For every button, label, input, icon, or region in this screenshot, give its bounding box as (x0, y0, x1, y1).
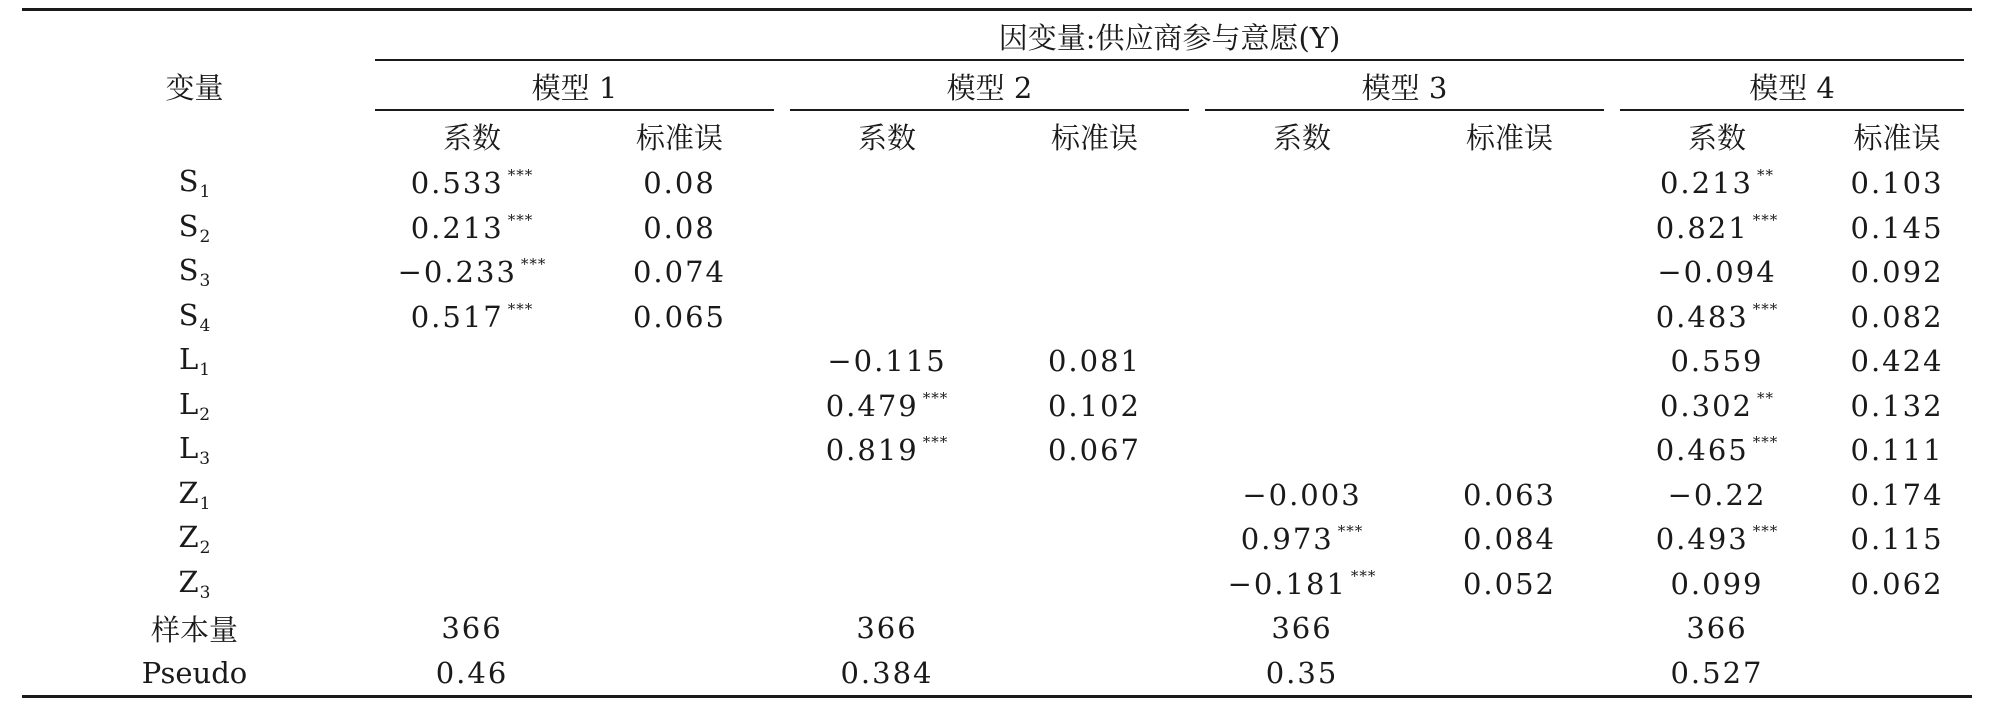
cell-value: 0.074 (632, 255, 727, 290)
variable-letter: S (178, 253, 199, 288)
std-error-cell (992, 206, 1197, 251)
std-error-cell (577, 517, 782, 562)
significance-stars: *** (1752, 522, 1779, 541)
coefficient-cell (1197, 250, 1407, 295)
std-error-cell (1822, 339, 1972, 384)
std-error-cell (1822, 384, 1972, 429)
coefficient-cell (1197, 384, 1407, 429)
std-error-cell (1822, 206, 1972, 251)
cell-value: −0.22 (1667, 477, 1767, 512)
std-error-cell (992, 250, 1197, 295)
std-error-cell (577, 562, 782, 607)
variable-subscript: 1 (199, 493, 211, 514)
std-error-cell (577, 428, 782, 473)
cell-value: 0.559 (1670, 344, 1764, 379)
table-row (22, 206, 1972, 251)
empty-cell (1822, 606, 1972, 651)
se-header-model-2: 标准误 (1050, 120, 1138, 155)
table-row (22, 339, 1972, 384)
coefficient-cell (1197, 562, 1407, 607)
std-error-cell (577, 295, 782, 340)
cell-value: 0.479 (825, 388, 919, 423)
variable-subscript: 3 (199, 271, 211, 292)
std-error-cell (1822, 428, 1972, 473)
std-error-cell (1822, 517, 1972, 562)
std-error-cell (992, 384, 1197, 429)
cell-value: 0.099 (1670, 566, 1764, 601)
coefficient-cell (1197, 161, 1407, 206)
coefficient-cell (367, 384, 577, 429)
summary-value-model-3 (1197, 606, 1407, 651)
variable-letter: L (178, 342, 199, 377)
cell-value: 366 (856, 611, 918, 646)
empty-cell (577, 651, 782, 697)
coefficient-cell (782, 473, 992, 518)
coefficient-cell (1612, 295, 1822, 340)
coefficient-cell (1612, 473, 1822, 518)
cell-value: 0.819 (825, 433, 919, 468)
variable-name-cell (22, 295, 367, 340)
coefficient-cell (367, 161, 577, 206)
coefficient-cell (1612, 339, 1822, 384)
std-error-cell (577, 161, 782, 206)
cell-value: 0.082 (1850, 299, 1944, 334)
coefficient-cell (367, 428, 577, 473)
coefficient-cell (782, 295, 992, 340)
coef-header-model-2: 系数 (857, 120, 916, 155)
coefficient-cell (367, 339, 577, 384)
cell-value: 0.111 (1850, 433, 1944, 468)
coefficient-cell (782, 206, 992, 251)
cell-value: 0.103 (1850, 166, 1944, 201)
empty-cell (992, 651, 1197, 697)
cell-value: 0.145 (1850, 210, 1944, 245)
std-error-cell (992, 428, 1197, 473)
coefficient-cell (1197, 517, 1407, 562)
coefficient-cell (1612, 384, 1822, 429)
std-error-cell (577, 473, 782, 518)
cell-value: −0.181 (1227, 566, 1347, 601)
se-header-model-1: 标准误 (635, 120, 723, 155)
variable-subscript: 2 (199, 404, 211, 425)
regression-table-container (22, 8, 1972, 698)
dependent-variable-header: 因变量:供应商参与意愿(Y) (367, 10, 1972, 62)
cell-value: 0.213 (1659, 166, 1754, 201)
std-error-cell (992, 517, 1197, 562)
cell-value: −0.115 (827, 344, 947, 379)
std-error-cell (1407, 517, 1612, 562)
coefficient-cell (1612, 517, 1822, 562)
cell-value: 366 (441, 611, 503, 646)
significance-stars: *** (1337, 522, 1364, 541)
cell-value: −0.094 (1657, 255, 1777, 290)
cell-value: 0.483 (1655, 299, 1749, 334)
coefficient-cell (367, 517, 577, 562)
empty-cell (1407, 651, 1612, 697)
cell-value: 0.062 (1850, 566, 1944, 601)
cell-value: 0.465 (1655, 433, 1749, 468)
se-header-model-4: 标准误 (1853, 120, 1941, 155)
coefficient-cell (1197, 295, 1407, 340)
significance-stars: *** (507, 210, 534, 229)
cell-value: 366 (1686, 611, 1748, 646)
variable-header: 变量 (22, 10, 367, 162)
cell-value: 366 (1271, 611, 1333, 646)
cell-value: 0.533 (410, 166, 504, 201)
std-error-cell (992, 295, 1197, 340)
std-error-cell (1407, 384, 1612, 429)
variable-subscript: 1 (199, 182, 211, 203)
cell-value: 0.081 (1047, 344, 1142, 379)
coefficient-cell (782, 161, 992, 206)
variable-letter: Z (178, 475, 199, 510)
std-error-cell (1407, 339, 1612, 384)
std-error-cell (577, 250, 782, 295)
std-error-cell (1407, 428, 1612, 473)
variable-name-cell (22, 428, 367, 473)
coefficient-cell (1612, 250, 1822, 295)
variable-subscript: 1 (199, 360, 211, 381)
significance-stars: *** (520, 255, 547, 274)
coefficient-cell (782, 339, 992, 384)
std-error-cell (992, 562, 1197, 607)
summary-value-model-4 (1612, 606, 1822, 651)
std-error-cell (577, 384, 782, 429)
coef-header-model-3: 系数 (1272, 120, 1331, 155)
cell-value: 0.065 (632, 299, 727, 334)
variable-subscript: 2 (199, 538, 211, 559)
significance-stars: *** (507, 299, 534, 318)
table-row (22, 384, 1972, 429)
cell-value: 0.084 (1462, 522, 1557, 557)
model-header-1: 模型 1 (367, 61, 782, 111)
empty-cell (1407, 606, 1612, 651)
variable-letter: L (178, 431, 199, 466)
cell-value: 0.517 (410, 299, 504, 334)
table-row (22, 161, 1972, 206)
coefficient-cell (1197, 428, 1407, 473)
std-error-cell (1407, 295, 1612, 340)
variable-name-cell (22, 473, 367, 518)
coefficient-cell (1197, 473, 1407, 518)
summary-value-model-2 (782, 606, 992, 651)
std-error-cell (1822, 562, 1972, 607)
cell-value: 0.46 (435, 655, 509, 690)
variable-name-cell (22, 161, 367, 206)
cell-value: 0.067 (1047, 433, 1142, 468)
variable-letter: S (178, 164, 199, 199)
variable-subscript: 2 (199, 226, 211, 247)
cell-value: 0.092 (1850, 255, 1944, 290)
std-error-cell (1822, 473, 1972, 518)
cell-value: 0.302 (1659, 388, 1754, 423)
coefficient-cell (367, 206, 577, 251)
significance-stars: ** (1757, 388, 1775, 407)
table-row (22, 473, 1972, 518)
summary-label: 样本量 (150, 612, 238, 647)
variable-letter: S (178, 297, 199, 332)
cell-value: 0.102 (1047, 388, 1142, 423)
table-row (22, 295, 1972, 340)
cell-value: 0.973 (1240, 522, 1334, 557)
variable-subscript: 4 (199, 315, 211, 336)
coefficient-cell (782, 428, 992, 473)
empty-cell (992, 606, 1197, 651)
cell-value: 0.384 (840, 655, 934, 690)
significance-stars: ** (1757, 166, 1775, 185)
table-row (22, 517, 1972, 562)
std-error-cell (1407, 161, 1612, 206)
variable-name-cell (22, 562, 367, 607)
empty-cell (1822, 651, 1972, 697)
se-header-model-3: 标准误 (1465, 120, 1553, 155)
model-header-2: 模型 2 (782, 61, 1197, 111)
summary-value-model-1 (367, 651, 577, 697)
coefficient-cell (782, 562, 992, 607)
empty-cell (577, 606, 782, 651)
variable-letter: L (178, 386, 199, 421)
summary-row (22, 606, 1972, 651)
significance-stars: *** (1752, 299, 1779, 318)
coefficient-cell (1612, 428, 1822, 473)
significance-stars: *** (922, 388, 949, 407)
std-error-cell (577, 339, 782, 384)
cell-value: 0.063 (1462, 477, 1557, 512)
variable-name-cell (22, 384, 367, 429)
std-error-cell (577, 206, 782, 251)
cell-value: 0.493 (1655, 522, 1749, 557)
variable-name-cell (22, 517, 367, 562)
coefficient-cell (367, 250, 577, 295)
cell-value: 0.821 (1655, 210, 1749, 245)
coefficient-cell (367, 473, 577, 518)
cell-value: 0.527 (1670, 655, 1764, 690)
variable-letter: Z (178, 520, 199, 555)
coef-header-model-4: 系数 (1687, 120, 1746, 155)
coefficient-cell (1612, 206, 1822, 251)
std-error-cell (992, 161, 1197, 206)
coefficient-cell (1197, 206, 1407, 251)
coefficient-cell (1197, 339, 1407, 384)
coef-header-model-1: 系数 (442, 120, 501, 155)
variable-name-cell (22, 250, 367, 295)
std-error-cell (1822, 295, 1972, 340)
coefficient-cell (1612, 161, 1822, 206)
table-row (22, 428, 1972, 473)
cell-value: 0.08 (643, 210, 716, 245)
coefficient-cell (782, 517, 992, 562)
cell-value: 0.213 (410, 210, 504, 245)
summary-value-model-2 (782, 651, 992, 697)
cell-value: 0.115 (1850, 522, 1944, 557)
std-error-cell (992, 473, 1197, 518)
coefficient-cell (782, 384, 992, 429)
variable-subscript: 3 (199, 582, 211, 603)
significance-stars: *** (1752, 433, 1779, 452)
summary-value-model-3 (1197, 651, 1407, 697)
std-error-cell (1407, 206, 1612, 251)
coefficient-cell (782, 250, 992, 295)
coefficient-cell (367, 295, 577, 340)
std-error-cell (1407, 562, 1612, 607)
std-error-cell (1407, 250, 1612, 295)
summary-row (22, 651, 1972, 697)
significance-stars: *** (1752, 210, 1779, 229)
significance-stars: *** (922, 433, 949, 452)
cell-value: 0.08 (643, 166, 716, 201)
cell-value: −0.233 (397, 255, 517, 290)
table-row (22, 562, 1972, 607)
significance-stars: *** (507, 166, 534, 185)
variable-subscript: 3 (199, 449, 211, 470)
summary-value-model-1 (367, 606, 577, 651)
variable-letter: S (178, 208, 199, 243)
model-header-4: 模型 4 (1612, 61, 1972, 111)
coefficient-cell (367, 562, 577, 607)
cell-value: 0.424 (1850, 344, 1944, 379)
variable-name-cell (22, 339, 367, 384)
summary-value-model-4 (1612, 651, 1822, 697)
variable-letter: Z (178, 564, 199, 599)
std-error-cell (1822, 161, 1972, 206)
std-error-cell (1407, 473, 1612, 518)
model-header-3: 模型 3 (1197, 61, 1612, 111)
cell-value: 0.052 (1462, 566, 1557, 601)
cell-value: 0.174 (1850, 477, 1944, 512)
std-error-cell (1822, 250, 1972, 295)
table-row (22, 250, 1972, 295)
cell-value: 0.35 (1265, 655, 1339, 690)
coefficient-cell (1612, 562, 1822, 607)
cell-value: 0.132 (1850, 388, 1944, 423)
regression-table (22, 8, 1972, 698)
summary-label: Pseudo (22, 651, 367, 697)
cell-value: −0.003 (1242, 477, 1362, 512)
variable-name-cell (22, 206, 367, 251)
std-error-cell (992, 339, 1197, 384)
significance-stars: *** (1350, 566, 1377, 585)
